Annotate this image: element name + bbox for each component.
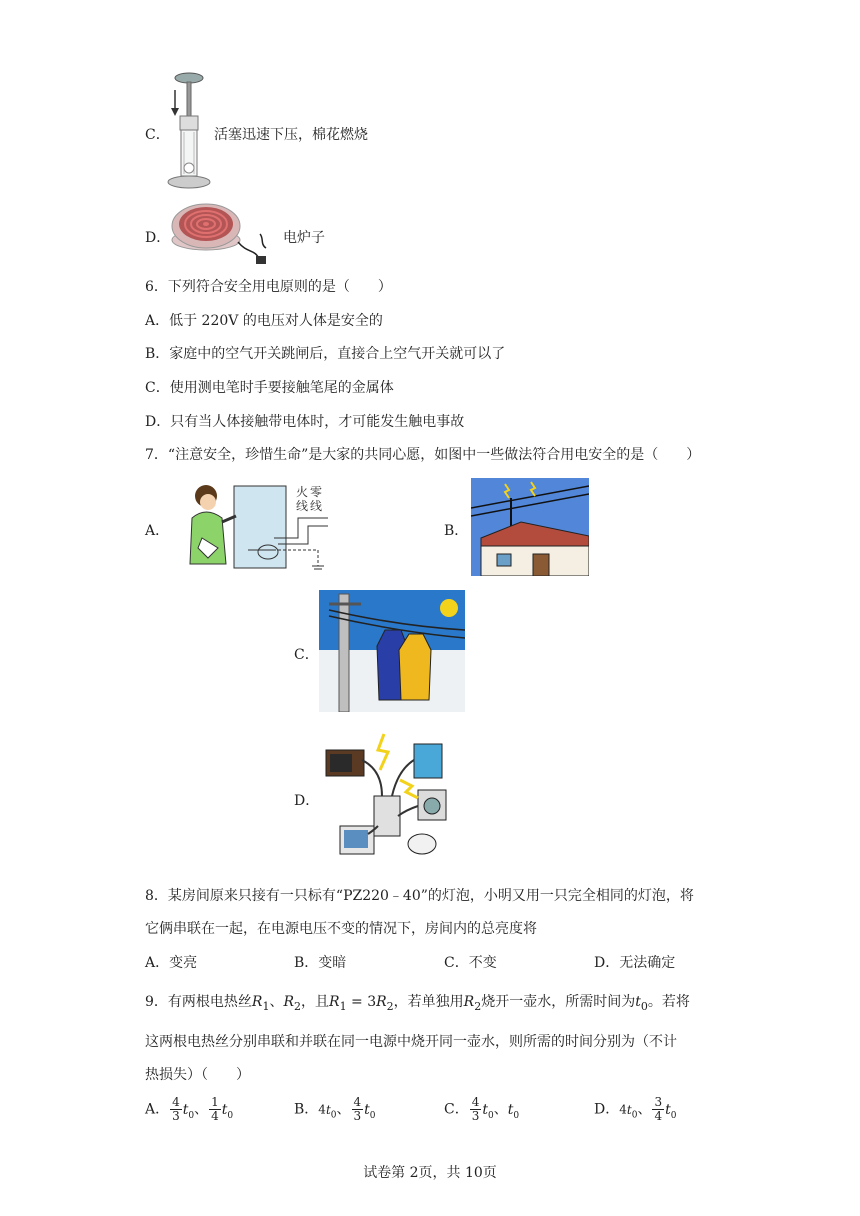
q9-option-b: B．$4t_0$、 $\frac{4}{3}$ $t_0$ (294, 1095, 376, 1123)
q7-figa-huo: 火 (296, 485, 309, 499)
q7-option-a-label: A． (145, 523, 170, 539)
q8-option-d: D．无法确定 (594, 955, 676, 971)
q8-option-a: A．变亮 (145, 955, 198, 971)
electric-stove-image (168, 198, 288, 270)
air-compression-apparatus-image (162, 72, 216, 190)
q9-stem-line2: 这两根电热丝分别串联和并联在同一电源中烧开同一壶水，则所需的时间分别为（不计 (145, 1034, 677, 1050)
q7-option-d-label: D． (294, 793, 320, 809)
q9-option-a: A． $\frac{4}{3}$ $t_0$、 $\frac{1}{4}$ $t_0$ (145, 1095, 234, 1123)
q8-option-b: B．变暗 (294, 955, 347, 971)
q7-stem: 7．“注意安全，珍惜生命”是大家的共同心愿，如图中一些做法符合用电安全的是（ ） (145, 447, 701, 463)
q8-option-c: C．不变 (444, 955, 497, 971)
q5-option-c-label: C． (145, 127, 170, 143)
q8-stem-line1: 8．某房间原来只接有一只标有“PZ220﹣40”的灯泡，小明又用一只完全相同的灯泡，将 (145, 888, 694, 904)
q5-option-d-text: 电炉子 (283, 230, 325, 246)
q9-option-c: C． $\frac{4}{3}$ $t_0$、$t_0$ (444, 1095, 520, 1123)
q6-option-d: D．只有当人体接触带电体时，才可能发生触电事故 (145, 414, 465, 430)
clothes-on-power-line-image (319, 590, 465, 712)
house-under-power-lines-image (471, 478, 589, 576)
q7-option-c-label: C． (294, 647, 319, 663)
q5-option-c-text: 活塞迅速下压，棉花燃烧 (214, 127, 368, 143)
q6-option-a: A．低于 220V 的电压对人体是安全的 (145, 313, 383, 329)
q7-option-b-label: B． (444, 523, 469, 539)
woman-wet-hands-switch-image (178, 478, 342, 578)
page-footer: 试卷第 2页，共 10页 (363, 1165, 497, 1181)
q9-stem-line1: 9．有两根电热丝$R_1$、$R_2$，且$R_1 = 3R_2$，若单独用$R_2$烧开一壶水，所需时间为$t_0$。若将 (145, 994, 690, 1013)
overloaded-socket-image (322, 730, 452, 862)
q9-option-d: D．$4t_0$、 $\frac{3}{4}$ $t_0$ (594, 1095, 677, 1123)
q7-figa-ling: 零 (310, 485, 323, 499)
q7-figa-xian1: 线 (296, 499, 309, 513)
q6-option-c: C．使用测电笔时手要接触笔尾的金属体 (145, 380, 394, 396)
q6-option-b: B．家庭中的空气开关跳闸后，直接合上空气开关就可以了 (145, 346, 506, 362)
q5-option-d-label: D． (145, 230, 171, 246)
q8-stem-line2: 它俩串联在一起，在电源电压不变的情况下，房间内的总亮度将 (145, 921, 537, 937)
q7-figa-xian2: 线 (310, 499, 323, 513)
q9-stem-line3: 热损失）（ ） (145, 1067, 250, 1083)
q6-stem: 6．下列符合安全用电原则的是（ ） (145, 279, 392, 295)
